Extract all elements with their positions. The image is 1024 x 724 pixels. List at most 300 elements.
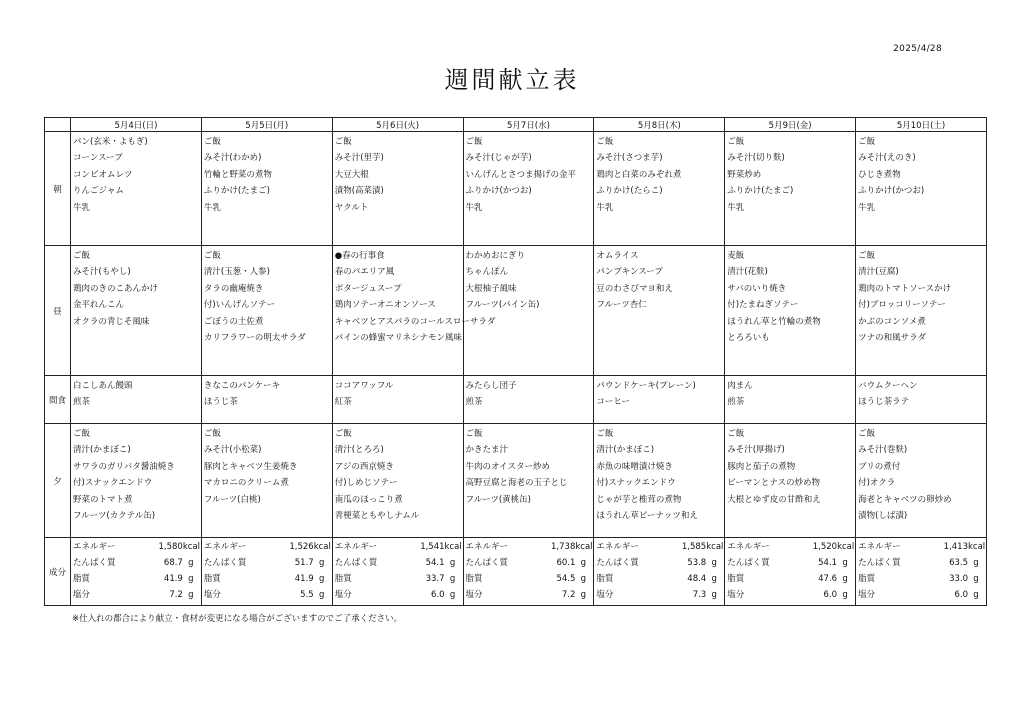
menu-item: 清汁(花麩) xyxy=(727,267,768,278)
menu-item: アジの西京焼き xyxy=(334,461,394,472)
menu-item: わかめおにぎり xyxy=(465,251,526,261)
nutrient-name: たんぱく質 xyxy=(858,558,901,568)
menu-item-list xyxy=(725,246,855,346)
menu-item: ココアワッフル xyxy=(334,381,394,391)
menu-item: マカロニのクリーム煮 xyxy=(203,478,289,489)
menu-item: フルーツ(パイン缶) xyxy=(465,300,540,311)
menu-item: みそ汁(えのき) xyxy=(858,153,916,164)
menu-item-list xyxy=(856,376,986,411)
menu-item: 高野豆腐と海老の玉子とじ xyxy=(465,478,568,489)
menu-cell xyxy=(463,376,594,424)
corner-cell xyxy=(45,118,71,132)
menu-item: 大豆大根 xyxy=(334,169,369,180)
menu-item: 付)しめじソテー xyxy=(334,478,398,489)
menu-item: 鶏肉のトマトソースかけ xyxy=(858,283,952,294)
nutrient-value: 6.0 xyxy=(431,590,445,600)
nutrition-grid xyxy=(594,538,724,603)
menu-item: 春のパエリア風 xyxy=(334,267,395,278)
menu-item: 付)いんげんソテー xyxy=(203,300,276,311)
menu-item: 付)オクラ xyxy=(858,478,896,489)
menu-item: ご飯 xyxy=(465,137,483,147)
nutrition-label: 成分 xyxy=(45,538,71,606)
nutrient-unit: g xyxy=(449,574,456,584)
menu-item: ご飯 xyxy=(465,429,483,439)
menu-item-list xyxy=(725,424,855,508)
menu-cell xyxy=(71,376,202,424)
menu-item: パインの蜂蜜マリネシナモン風味 xyxy=(334,332,463,343)
menu-item: ほうれん草ピーナッツ和え xyxy=(596,510,698,521)
nutrition-cell xyxy=(332,538,463,606)
menu-item-list xyxy=(202,376,332,411)
nutrient-unit: kcal xyxy=(968,542,986,552)
menu-item: 豚肉とキャベツ生姜焼き xyxy=(203,461,298,472)
menu-item-list xyxy=(333,376,463,411)
menu-item-list xyxy=(464,376,594,411)
nutrient-value: 1,520 xyxy=(812,542,838,552)
menu-item: 野菜のトマト煮 xyxy=(73,494,133,505)
nutrient-value: 41.9 xyxy=(294,574,314,584)
nutrient-name: たんぱく質 xyxy=(727,558,770,568)
menu-cell xyxy=(594,246,725,376)
menu-item: みそ汁(厚揚げ) xyxy=(727,445,785,456)
nutrient-name: たんぱく質 xyxy=(465,558,509,568)
nutrient-unit: g xyxy=(318,574,325,584)
menu-item: 牛乳 xyxy=(596,202,614,213)
nutrient-unit: kcal xyxy=(444,542,462,552)
nutrient-value: 1,526 xyxy=(289,542,314,552)
menu-cell xyxy=(71,132,202,246)
nutrient-value: 1,413 xyxy=(943,542,968,552)
nutrient-name: 脂質 xyxy=(73,574,91,584)
nutrient-value: 5.5 xyxy=(300,590,314,600)
nutrient-unit: g xyxy=(580,558,587,568)
menu-cell xyxy=(71,424,202,538)
menu-item: 海老とキャベツの卵炒め xyxy=(858,494,952,505)
menu-item: パウンドケーキ(プレーン) xyxy=(596,381,696,391)
menu-item: みそ汁(里芋) xyxy=(334,153,384,164)
nutrient-name: たんぱく質 xyxy=(334,558,378,568)
menu-item: きなこのパンケーキ xyxy=(203,381,281,391)
nutrient-name: 脂質 xyxy=(203,574,221,584)
nutrient-name: 塩分 xyxy=(73,590,91,600)
nutrient-unit: g xyxy=(580,590,587,600)
footnote: ※仕入れの都合により献立・食材が変更になる場合がございますのでご了承ください。 xyxy=(72,614,403,624)
nutrient-unit: g xyxy=(711,558,717,568)
nutrient-name: エネルギー xyxy=(727,542,770,552)
menu-item: 煎茶 xyxy=(727,397,745,408)
nutrient-unit: g xyxy=(842,558,848,568)
menu-item: みそ汁(わかめ) xyxy=(203,153,262,164)
nutrient-name: エネルギー xyxy=(465,542,509,552)
menu-item: 清汁(かまぼこ) xyxy=(596,445,655,456)
day-header: 5月10日(土) xyxy=(856,118,987,132)
menu-item: ちゃんぽん xyxy=(465,267,509,278)
menu-cell xyxy=(725,424,856,538)
menu-item: 牛乳 xyxy=(727,202,745,213)
nutrient-unit: g xyxy=(842,590,848,600)
menu-cell xyxy=(856,424,987,538)
nutrient-name: 脂質 xyxy=(727,574,745,584)
menu-item: いんげんとさつま揚げの金平 xyxy=(465,169,577,180)
menu-item: オクラの青じそ風味 xyxy=(73,316,150,327)
menu-item: 牛乳 xyxy=(73,202,91,213)
nutrient-name: エネルギー xyxy=(334,542,378,552)
nutrient-name: たんぱく質 xyxy=(203,558,247,568)
menu-item-list xyxy=(464,132,594,216)
menu-item: ほうじ茶 xyxy=(203,397,238,408)
nutrient-name: 脂質 xyxy=(858,574,876,584)
menu-cell xyxy=(201,376,332,424)
nutrient-name: エネルギー xyxy=(596,542,639,552)
menu-cell xyxy=(463,424,594,538)
menu-item: ●春の行事食 xyxy=(334,251,385,261)
menu-item: 大根柚子風味 xyxy=(465,283,517,294)
menu-item: 清汁(玉葱・人参) xyxy=(203,267,270,278)
menu-cell xyxy=(856,246,987,376)
menu-item: タラの幽庵焼き xyxy=(203,283,264,294)
menu-item: フルーツ(カクテル缶) xyxy=(73,510,156,521)
menu-item: サワラのガリバタ醤油焼き xyxy=(73,461,175,472)
menu-item: ほうれん草と竹輪の煮物 xyxy=(727,316,821,327)
menu-item: 肉まん xyxy=(727,381,753,391)
nutrition-grid xyxy=(464,538,594,603)
nutrient-name: 塩分 xyxy=(727,590,745,600)
nutrient-value: 7.2 xyxy=(561,590,576,600)
menu-item: ご飯 xyxy=(727,137,745,147)
menu-cell xyxy=(71,246,202,376)
menu-item: フルーツ杏仁 xyxy=(596,300,647,311)
menu-item-list xyxy=(202,246,332,346)
menu-item: ヤクルト xyxy=(334,202,369,213)
menu-item: パンプキンスープ xyxy=(596,267,663,278)
nutrient-value: 68.7 xyxy=(163,558,183,568)
nutrient-value: 41.9 xyxy=(163,574,183,584)
menu-item: 南瓜のほっこり煮 xyxy=(334,494,403,505)
menu-item: フルーツ(黄桃缶) xyxy=(465,494,531,505)
nutrient-name: 脂質 xyxy=(334,574,352,584)
nutrient-unit: kcal xyxy=(575,542,593,552)
nutrient-value: 1,580 xyxy=(158,542,183,552)
menu-item: ご飯 xyxy=(858,429,876,439)
menu-item: みそ汁(小松菜) xyxy=(203,445,262,456)
meal-row-dinner xyxy=(45,424,987,538)
nutrient-unit: g xyxy=(188,558,194,568)
nutrient-unit: kcal xyxy=(837,542,855,552)
menu-item: バウムクーヘン xyxy=(858,381,918,391)
menu-cell xyxy=(332,424,463,538)
menu-item: 清汁(かまぼこ) xyxy=(73,445,131,456)
nutrient-value: 63.5 xyxy=(949,558,968,568)
meal-label: 昼 xyxy=(45,246,71,376)
nutrient-unit: g xyxy=(973,574,979,584)
menu-item: ツナの和風サラダ xyxy=(858,332,926,343)
nutrient-value: 33.7 xyxy=(425,574,445,584)
issue-date: 2025/4/28 xyxy=(893,44,942,54)
nutrient-value: 7.2 xyxy=(169,590,183,600)
nutrient-value: 6.0 xyxy=(954,590,968,600)
menu-item: 煎茶 xyxy=(73,397,91,408)
menu-cell xyxy=(201,246,332,376)
nutrition-cell xyxy=(201,538,332,606)
nutrient-unit: kcal xyxy=(706,542,724,552)
menu-item-list xyxy=(333,132,463,216)
nutrient-value: 6.0 xyxy=(823,590,838,600)
menu-item: パン(玄米・よもぎ) xyxy=(73,137,148,147)
nutrient-unit: g xyxy=(580,574,587,584)
menu-item: ご飯 xyxy=(203,137,221,147)
menu-item: 野菜炒め xyxy=(727,169,762,180)
menu-item: みたらし団子 xyxy=(465,381,517,391)
menu-item: ピーマンとナスの炒め物 xyxy=(727,478,821,489)
menu-item: みそ汁(もやし) xyxy=(73,267,131,278)
menu-item: 鶏肉ソテーオニオンソース xyxy=(334,300,436,311)
menu-item-list xyxy=(71,424,201,524)
menu-item-list xyxy=(464,246,594,314)
menu-cell xyxy=(463,246,594,376)
day-header: 5月5日(月) xyxy=(201,118,332,132)
day-header: 5月9日(金) xyxy=(725,118,856,132)
day-header-row xyxy=(45,118,987,132)
menu-item: 煎茶 xyxy=(465,397,483,408)
menu-item: ふりかけ(かつお) xyxy=(858,186,925,197)
nutrition-cell xyxy=(725,538,856,606)
menu-item: 付)ブロッコリーソテー xyxy=(858,300,946,311)
menu-item: 鶏肉のきのこあんかけ xyxy=(73,283,159,294)
nutrient-value: 48.4 xyxy=(687,574,707,584)
menu-item: ご飯 xyxy=(858,137,876,147)
menu-cell xyxy=(725,132,856,246)
menu-item: ふりかけ(かつお) xyxy=(465,186,532,197)
menu-item-list xyxy=(594,376,724,411)
menu-item: 清汁(とろろ) xyxy=(334,445,384,456)
nutrition-cell xyxy=(856,538,987,606)
menu-item: ポタージュスープ xyxy=(334,283,402,294)
menu-item: かぶのコンソメ煮 xyxy=(858,316,926,327)
menu-item: オムライス xyxy=(596,251,639,261)
nutrient-name: 塩分 xyxy=(203,590,221,600)
menu-cell xyxy=(856,376,987,424)
menu-item: りんごジャム xyxy=(73,186,124,197)
nutrient-name: エネルギー xyxy=(203,542,247,552)
menu-item-list xyxy=(464,424,594,508)
nutrient-value: 60.1 xyxy=(556,558,576,568)
menu-item-list xyxy=(202,132,332,216)
menu-item-list xyxy=(71,132,201,216)
nutrient-value: 51.7 xyxy=(294,558,314,568)
weekly-menu-table xyxy=(44,117,987,606)
menu-item: 牛肉のオイスター炒め xyxy=(465,461,551,472)
nutrient-unit: g xyxy=(842,574,848,584)
nutrient-value: 33.0 xyxy=(949,574,968,584)
menu-item: 付)スナックエンドウ xyxy=(596,478,676,489)
menu-item: 漬物(高菜漬) xyxy=(334,186,384,197)
page-title: 週間献立表 xyxy=(444,66,580,94)
menu-item-list xyxy=(856,246,986,346)
menu-item: 牛乳 xyxy=(858,202,876,213)
nutrient-value: 54.1 xyxy=(818,558,838,568)
menu-cell xyxy=(856,132,987,246)
menu-item: 付)スナックエンドウ xyxy=(73,478,153,489)
menu-item: サバのいり焼き xyxy=(727,283,787,294)
menu-item-list xyxy=(725,376,855,411)
menu-item: 付)たまねぎソテー xyxy=(727,300,799,311)
menu-cell xyxy=(201,132,332,246)
nutrient-value: 1,541 xyxy=(420,542,445,552)
menu-item: 大根とゆず皮の甘酢和え xyxy=(727,494,821,505)
nutrition-grid xyxy=(202,538,332,603)
menu-item: みそ汁(さつま芋) xyxy=(596,153,663,164)
meal-row-breakfast xyxy=(45,132,987,246)
nutrient-unit: g xyxy=(188,574,194,584)
menu-item: ご飯 xyxy=(858,251,876,261)
day-header: 5月6日(火) xyxy=(332,118,463,132)
nutrient-name: 塩分 xyxy=(596,590,614,600)
nutrient-unit: kcal xyxy=(313,542,331,552)
menu-item: フルーツ(白桃) xyxy=(203,494,261,505)
nutrient-value: 53.8 xyxy=(687,558,707,568)
nutrient-name: エネルギー xyxy=(73,542,116,552)
menu-item: 白こしあん饅頭 xyxy=(73,381,133,391)
menu-cell xyxy=(594,424,725,538)
menu-item: ご飯 xyxy=(334,137,352,147)
menu-item: ふりかけ(たまご) xyxy=(727,186,794,197)
nutrition-grid xyxy=(71,538,201,603)
meal-label: 夕 xyxy=(45,424,71,538)
menu-item-list xyxy=(202,424,332,508)
menu-cell xyxy=(594,376,725,424)
nutrient-unit: g xyxy=(973,590,979,600)
nutrient-name: 脂質 xyxy=(596,574,614,584)
nutrition-grid xyxy=(333,538,463,603)
menu-item: 竹輪と野菜の煮物 xyxy=(203,169,272,180)
menu-item-list xyxy=(725,132,855,216)
nutrition-grid xyxy=(856,538,986,603)
menu-item-list xyxy=(333,424,463,524)
menu-cell xyxy=(725,246,856,376)
nutrient-value: 47.6 xyxy=(818,574,838,584)
menu-item: 赤魚の味噌漬け焼き xyxy=(596,461,673,472)
menu-item: かきたま汁 xyxy=(465,445,509,456)
menu-item: 豚肉と茄子の煮物 xyxy=(727,461,796,472)
nutrient-unit: g xyxy=(711,574,717,584)
nutrient-value: 1,585 xyxy=(681,542,707,552)
nutrition-cell xyxy=(71,538,202,606)
menu-item: 漬物(しば漬) xyxy=(858,510,908,521)
menu-item: みそ汁(切り麩) xyxy=(727,153,785,164)
menu-cell xyxy=(332,376,463,424)
menu-item: とろろいも xyxy=(727,332,770,343)
menu-cell xyxy=(463,132,594,246)
menu-item: ご飯 xyxy=(727,429,745,439)
menu-item: 牛乳 xyxy=(465,202,483,213)
nutrient-unit: g xyxy=(318,590,325,600)
nutrient-value: 7.3 xyxy=(692,590,707,600)
nutrition-cell xyxy=(463,538,594,606)
menu-item: 紅茶 xyxy=(334,397,352,408)
menu-item: みそ汁(巻麩) xyxy=(858,445,908,456)
menu-item-list xyxy=(856,132,986,216)
menu-item-list xyxy=(594,246,724,314)
meal-row-snack xyxy=(45,376,987,424)
menu-item-list xyxy=(856,424,986,524)
menu-cell xyxy=(332,132,463,246)
menu-item: カリフラワーの明太サラダ xyxy=(203,332,306,343)
menu-item: 鶏肉と白菜のみぞれ煮 xyxy=(596,169,682,180)
menu-item: 清汁(豆腐) xyxy=(858,267,899,278)
nutrient-unit: kcal xyxy=(182,542,201,552)
menu-item: ご飯 xyxy=(334,429,352,439)
nutrient-unit: g xyxy=(188,590,194,600)
menu-item: じゃが芋と椎茸の煮物 xyxy=(596,494,682,505)
menu-item: ほうじ茶ラテ xyxy=(858,397,910,408)
menu-cell xyxy=(201,424,332,538)
menu-cell xyxy=(594,132,725,246)
menu-item: ご飯 xyxy=(73,251,91,261)
nutrient-value: 54.5 xyxy=(556,574,576,584)
menu-item-list xyxy=(71,246,201,330)
menu-item: ご飯 xyxy=(73,429,91,439)
menu-item: ごぼうの土佐煮 xyxy=(203,316,264,327)
nutrition-row xyxy=(45,538,987,606)
nutrition-cell xyxy=(594,538,725,606)
menu-item: ブリの煮付 xyxy=(858,461,901,472)
menu-item: キャベツとアスパラのコールスローサラダ xyxy=(334,316,496,327)
menu-item: 豆のわさびマヨ和え xyxy=(596,283,673,294)
nutrient-name: 塩分 xyxy=(334,590,352,600)
menu-item: ご飯 xyxy=(203,429,221,439)
nutrient-unit: g xyxy=(973,558,979,568)
nutrient-value: 1,738 xyxy=(551,542,576,552)
menu-item-list xyxy=(71,376,201,411)
menu-item: 麦飯 xyxy=(727,251,745,261)
menu-item: 牛乳 xyxy=(203,202,221,213)
nutrient-unit: g xyxy=(711,590,717,600)
menu-item: ご飯 xyxy=(203,251,221,261)
menu-item: コンビオムレツ xyxy=(73,169,133,180)
menu-item: ふりかけ(たまご) xyxy=(203,186,270,197)
nutrient-name: 脂質 xyxy=(465,574,483,584)
nutrient-unit: g xyxy=(449,558,456,568)
nutrient-unit: g xyxy=(318,558,325,568)
menu-item: みそ汁(じゃが芋) xyxy=(465,153,532,164)
menu-item: ご飯 xyxy=(596,429,614,439)
menu-item-list xyxy=(594,132,724,216)
nutrient-name: 塩分 xyxy=(465,590,483,600)
menu-item: ひじき煮物 xyxy=(858,169,901,180)
day-header: 5月4日(日) xyxy=(71,118,202,132)
nutrient-value: 54.1 xyxy=(425,558,445,568)
menu-item-list xyxy=(594,424,724,524)
menu-item: コーンスープ xyxy=(73,153,123,164)
nutrient-name: たんぱく質 xyxy=(596,558,639,568)
menu-item: 青梗菜ともやしナムル xyxy=(334,510,420,521)
day-header: 5月7日(水) xyxy=(463,118,594,132)
menu-item: ご飯 xyxy=(596,137,614,147)
nutrient-unit: g xyxy=(449,590,456,600)
day-header: 5月8日(木) xyxy=(594,118,725,132)
nutrition-grid xyxy=(725,538,855,603)
meal-row-lunch xyxy=(45,246,987,376)
menu-cell xyxy=(725,376,856,424)
nutrient-name: たんぱく質 xyxy=(73,558,116,568)
nutrient-name: エネルギー xyxy=(858,542,901,552)
menu-item: 金平れんこん xyxy=(73,300,125,311)
meal-label: 間食 xyxy=(45,376,71,424)
menu-item: コーヒー xyxy=(596,397,631,408)
menu-item: ふりかけ(たらこ) xyxy=(596,186,663,197)
nutrient-name: 塩分 xyxy=(858,590,876,600)
meal-label: 朝 xyxy=(45,132,71,246)
